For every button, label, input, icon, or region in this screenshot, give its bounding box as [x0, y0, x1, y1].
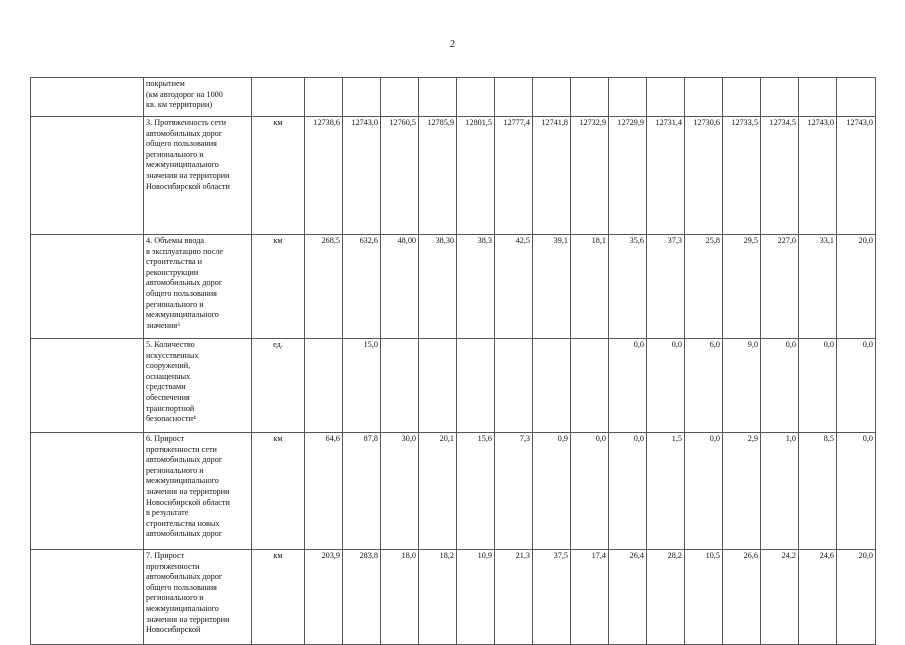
value-cell: 0,0	[761, 339, 799, 433]
value-cell: 0,0	[685, 433, 723, 550]
value-cell: 0,0	[647, 339, 685, 433]
value-cell	[381, 78, 419, 117]
value-cell	[533, 78, 571, 117]
value-cell: 0,0	[837, 433, 876, 550]
value-cell: 8,5	[799, 433, 837, 550]
value-cell: 12738,6	[305, 117, 343, 235]
value-cell	[457, 78, 495, 117]
value-cell: 20,1	[419, 433, 457, 550]
value-cell: 0,0	[837, 339, 876, 433]
value-cell	[305, 78, 343, 117]
value-cell	[685, 78, 723, 117]
value-cell: 35,6	[609, 235, 647, 339]
table-row	[31, 433, 876, 550]
value-cell: 38,30	[419, 235, 457, 339]
value-cell: 1,5	[647, 433, 685, 550]
value-cell: 39,1	[533, 235, 571, 339]
indicator-name-cell	[144, 235, 252, 339]
value-cell: 12731,4	[647, 117, 685, 235]
value-cell: 24,2	[761, 550, 799, 645]
indicator-name: 3. Протяженность сети автомобильных дорог общего пользования регионального и межмуниципального значения на территории Новосибирской области	[146, 118, 230, 191]
value-cell	[647, 78, 685, 117]
indicator-name-cell	[144, 433, 252, 550]
value-cell: 12743,0	[837, 117, 876, 235]
value-cell: 9,0	[723, 339, 761, 433]
unit-cell: км	[252, 117, 305, 235]
value-cell	[495, 78, 533, 117]
value-cell	[457, 339, 495, 433]
value-cell	[837, 78, 876, 117]
value-cell	[305, 339, 343, 433]
indicator-name-cell	[144, 78, 252, 117]
value-cell: 37,3	[647, 235, 685, 339]
value-cell	[609, 78, 647, 117]
number-cell	[31, 235, 144, 339]
value-cell: 48,00	[381, 235, 419, 339]
value-cell: 20,0	[837, 550, 876, 645]
value-cell: 12743,0	[343, 117, 381, 235]
value-cell: 17,4	[571, 550, 609, 645]
value-cell: 632,6	[343, 235, 381, 339]
indicator-name: 6. Прирост протяженности сети автомобильных дорог регионального и межмуниципального значения на территории Новосибирской области в результате строительства новых автомобильных дорог	[146, 434, 230, 539]
number-cell	[31, 550, 144, 645]
value-cell: 227,0	[761, 235, 799, 339]
value-cell	[343, 78, 381, 117]
value-cell: 203,9	[305, 550, 343, 645]
indicators-table	[30, 77, 876, 645]
value-cell: 18,1	[571, 235, 609, 339]
value-cell	[495, 339, 533, 433]
value-cell: 0,0	[799, 339, 837, 433]
page-number: 2	[450, 39, 455, 50]
value-cell: 0,9	[533, 433, 571, 550]
value-cell	[419, 78, 457, 117]
value-cell: 10,9	[457, 550, 495, 645]
value-cell: 12743,0	[799, 117, 837, 235]
value-cell: 64,6	[305, 433, 343, 550]
value-cell: 10,5	[685, 550, 723, 645]
value-cell: 6,0	[685, 339, 723, 433]
value-cell	[419, 339, 457, 433]
value-cell	[533, 339, 571, 433]
value-cell	[723, 78, 761, 117]
value-cell: 42,5	[495, 235, 533, 339]
table-row	[31, 117, 876, 235]
number-cell	[31, 117, 144, 235]
indicator-name-cell	[144, 339, 252, 433]
indicator-name-cell	[144, 550, 252, 645]
table-row	[31, 78, 876, 117]
value-cell: 25,8	[685, 235, 723, 339]
value-cell: 15,0	[343, 339, 381, 433]
value-cell: 18,2	[419, 550, 457, 645]
value-cell: 12729,9	[609, 117, 647, 235]
value-cell: 283,8	[343, 550, 381, 645]
table-row	[31, 235, 876, 339]
number-cell	[31, 339, 144, 433]
indicator-name: 4. Объемы ввода в эксплуатацию после строительства и реконструкции автомобильных дорог общего пользования регионального и межмуниципального значения³	[146, 236, 223, 330]
unit-cell: км	[252, 550, 305, 645]
unit-cell	[252, 78, 305, 117]
value-cell: 2,9	[723, 433, 761, 550]
indicator-name: покрытием (км автодорог на 1000 кв. км территории)	[146, 79, 223, 110]
value-cell	[381, 339, 419, 433]
value-cell	[761, 78, 799, 117]
value-cell: 21,3	[495, 550, 533, 645]
value-cell: 33,1	[799, 235, 837, 339]
value-cell: 0,0	[609, 339, 647, 433]
value-cell: 30,0	[381, 433, 419, 550]
value-cell: 12777,4	[495, 117, 533, 235]
value-cell: 12734,5	[761, 117, 799, 235]
unit-cell: км	[252, 235, 305, 339]
value-cell	[571, 78, 609, 117]
number-cell	[31, 78, 144, 117]
value-cell: 26,6	[723, 550, 761, 645]
value-cell: 24,6	[799, 550, 837, 645]
value-cell: 1,0	[761, 433, 799, 550]
value-cell: 18,0	[381, 550, 419, 645]
value-cell: 37,5	[533, 550, 571, 645]
value-cell	[571, 339, 609, 433]
value-cell	[799, 78, 837, 117]
table-row	[31, 339, 876, 433]
table-row	[31, 550, 876, 645]
value-cell: 12801,5	[457, 117, 495, 235]
indicator-name: 7. Прирост протяженности автомобильных дорог общего пользования регионального и межмуниципального значения на территории Новосибирской	[146, 551, 230, 635]
value-cell: 26,4	[609, 550, 647, 645]
value-cell: 12730,6	[685, 117, 723, 235]
value-cell: 268,5	[305, 235, 343, 339]
value-cell: 28,2	[647, 550, 685, 645]
value-cell: 12785,9	[419, 117, 457, 235]
unit-cell: ед.	[252, 339, 305, 433]
value-cell: 12732,9	[571, 117, 609, 235]
value-cell: 0,0	[571, 433, 609, 550]
value-cell: 15,6	[457, 433, 495, 550]
value-cell: 38,3	[457, 235, 495, 339]
value-cell: 12733,5	[723, 117, 761, 235]
number-cell	[31, 433, 144, 550]
value-cell: 12741,8	[533, 117, 571, 235]
indicator-name: 5. Количество искусственных сооружений, оснащенных средствами обеспечения транспортной безопасности⁴	[146, 340, 199, 424]
unit-cell: км	[252, 433, 305, 550]
value-cell: 0,0	[609, 433, 647, 550]
value-cell: 87,8	[343, 433, 381, 550]
value-cell: 29,5	[723, 235, 761, 339]
value-cell: 12760,5	[381, 117, 419, 235]
value-cell: 7,3	[495, 433, 533, 550]
indicator-name-cell	[144, 117, 252, 235]
value-cell: 20,0	[837, 235, 876, 339]
